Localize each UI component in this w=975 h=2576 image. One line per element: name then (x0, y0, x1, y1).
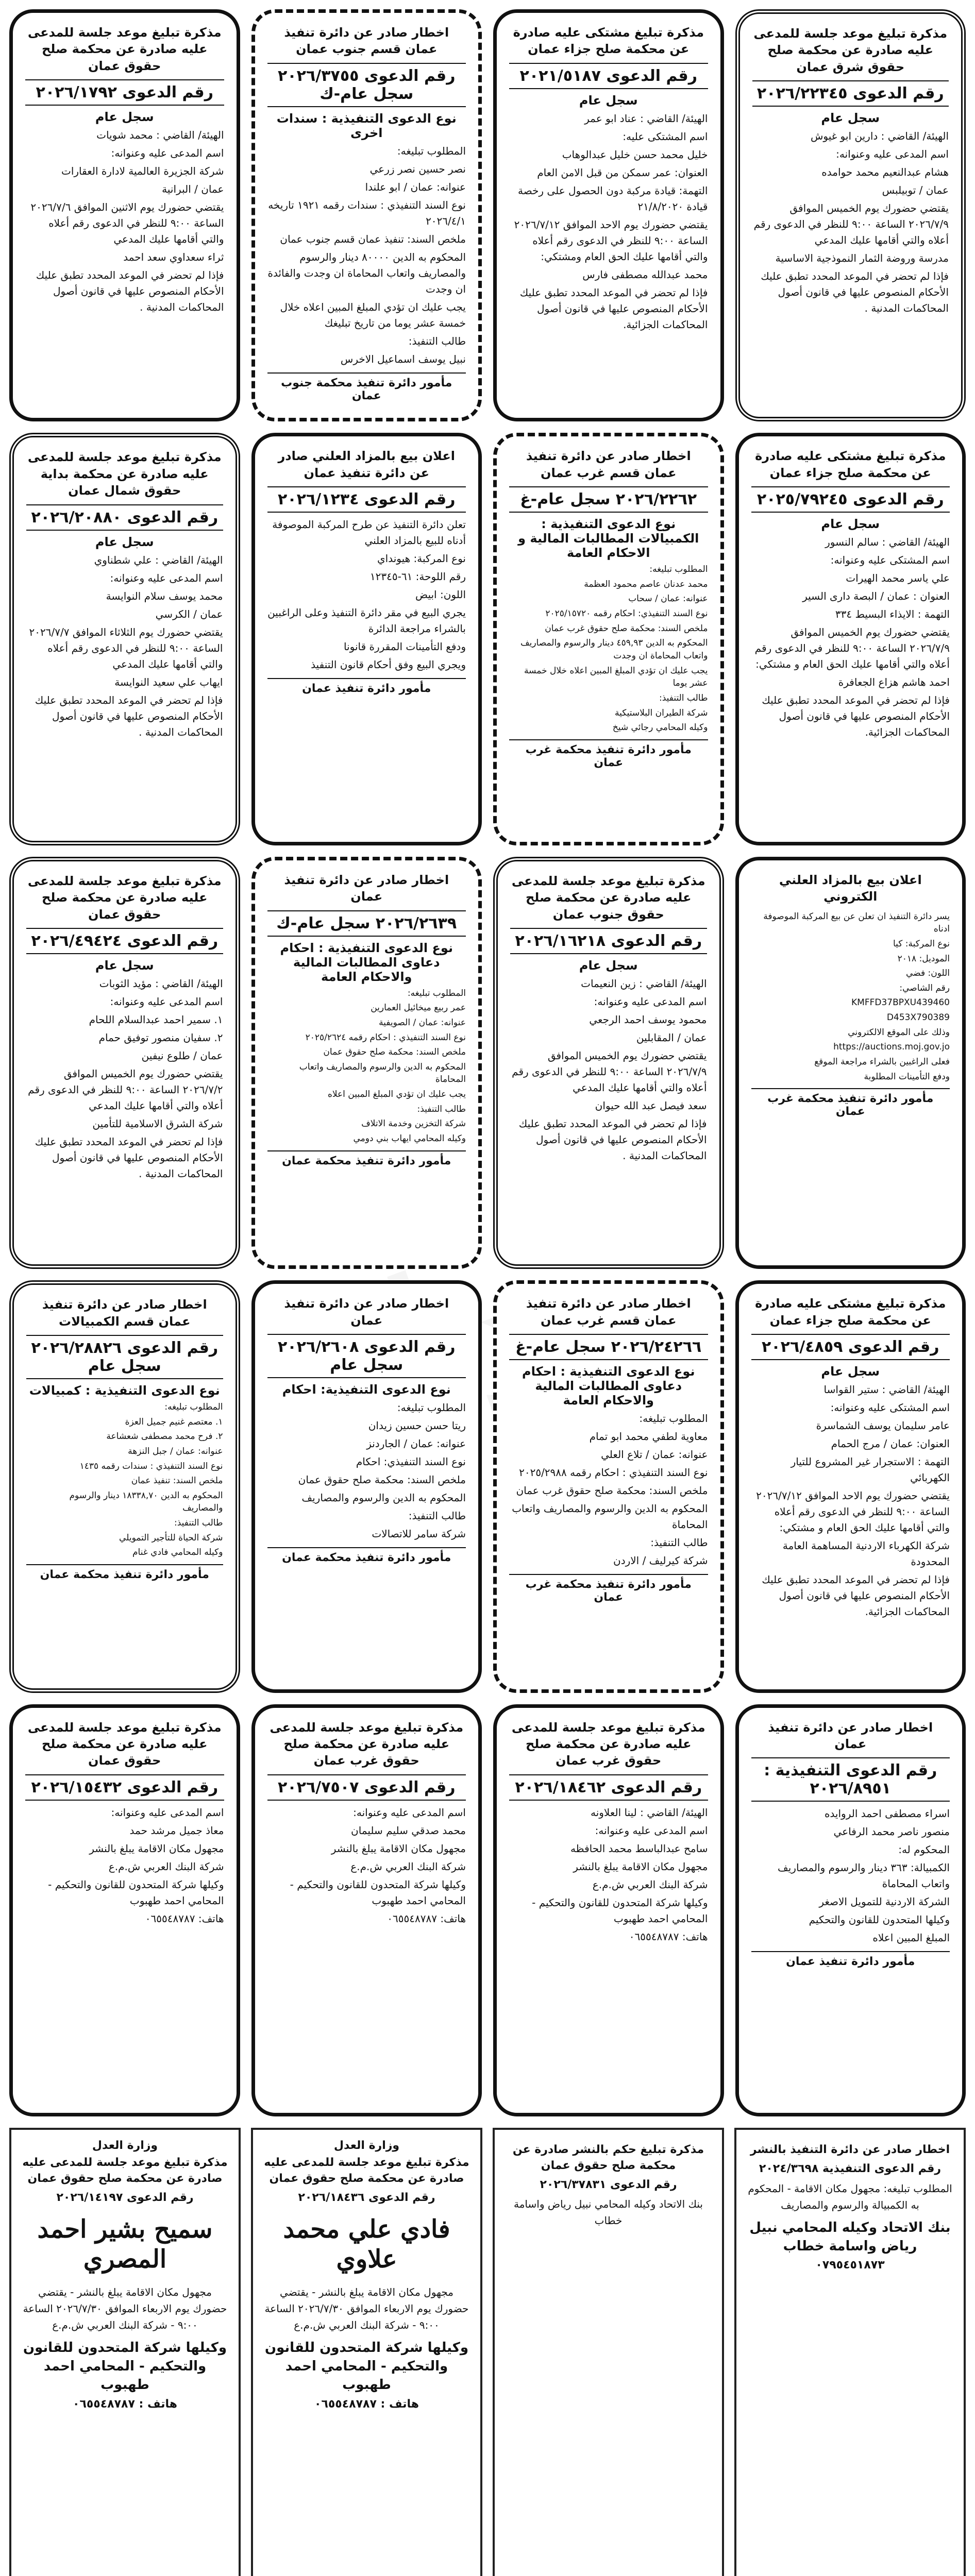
notice-line: المحكوم به الدين ٤٥٩,٩٣ دينار والرسوم والمصاريف واتعاب المحاماة ان وجدت (520, 638, 708, 662)
notice-line: عمان / المقابلين (636, 1031, 707, 1044)
case-number: رقم الدعوى ٢٠٢٦/٢٠٨٨٠ (26, 504, 223, 531)
notice-title: اخطار صادر عن دائرة تنفيذ عمان قسم جنوب عمان (284, 25, 449, 57)
notice-line: الهيئة/ القاضي : عناد ابو عمر (584, 112, 708, 125)
notice-line: العنوان: عمان / مرج الحمام (831, 1437, 950, 1450)
phone-number: هاتف : ٠٦٥٥٤٨٧٨٧ (314, 2397, 419, 2411)
notice-line: نصر حسين نصر زرعي (369, 162, 466, 175)
notice-title: اخطار صادر عن دائرة تنفيذ عمان (284, 872, 449, 904)
notice-line: محمد صدقي سليم سليمان (351, 1824, 466, 1837)
notice-line: اسم المشتكى عليه وعنوانه: (830, 1401, 950, 1414)
notice-footer: مأمور دائرة تنفيذ محكمة جنوب عمان (267, 372, 466, 402)
notice-title: مذكرة تبليغ موعد جلسة للمدعى عليه صادرة عن محكمة صلح حقوق غرب عمان (270, 1720, 464, 1768)
court-notice (735, 1704, 966, 2116)
notice-title: اعلان بيع بالمزاد العلني الكتروني (779, 872, 922, 904)
notice-line: نبيل يوسف اسماعيل الاخرس (340, 352, 466, 365)
notice-line: اسم المدعى عليه وعنوانه: (836, 148, 949, 161)
notice-line: يجري البيع في مقر دائرة التنفيذ وعلى الراغبين بالشراء مراجعة الدائرة (267, 606, 466, 635)
notice-line: المبلغ المبين اعلاه (872, 1931, 950, 1944)
card-text: بنك الاتحاد وكيله المحامي نبيل رياض واسامة خطاب (514, 2198, 703, 2227)
notice-title: مذكرة تبليغ مشتكى عليه صادرة عن محكمة صلح جزاء عمان (755, 1296, 946, 1328)
notice-line: ٢. فرح محمد مصطفى شعشاعة (106, 1431, 223, 1442)
case-number: رقم الدعوى ٢٠٢٦/٤٨٥٩ (751, 1334, 950, 1360)
case-number: رقم الدعوى ٢٠٢٦/١٤١٩٧ (56, 2191, 194, 2204)
notice-line: شركة الحياة للتأجير التمويلي (119, 1532, 223, 1543)
notice-footer: مأمور دائرة تنفيذ محكمة غرب عمان (509, 1574, 708, 1604)
notice-line: الهيئة/ القاضي : زين النعيمات (581, 977, 707, 990)
notice-line: هشام عبدالنعيم محمد حوامده (821, 166, 949, 179)
notice-line: المحكوم به الدين ٨٠٠٠٠ دينار والرسوم والمصاريف واتعاب المحاماة ان وجدت والفائدة ان وجدت (267, 250, 466, 295)
notice-line: خليل محمد حسن خليل عبدالوهاب (562, 148, 708, 161)
notice-line: ثراء سعداوي سعد احمد (123, 251, 224, 264)
notice-line: عمر ربيع ميخائيل العمارين (371, 1003, 466, 1013)
notice-footer: مأمور دائرة تنفيذ محكمة عمان (26, 1564, 223, 1581)
court-notice (9, 433, 240, 845)
phone-number: هاتف : ٠٦٥٥٤٨٧٨٧ (73, 2397, 177, 2411)
notice-title: اخطار صادر عن دائرة تنفيذ عمان قسم الكمبيالات (42, 1297, 207, 1329)
notice-line: طالب التنفيذ: (408, 1509, 466, 1522)
notice-line: اسم المدعى عليه وعنوانه: (353, 1806, 466, 1819)
notice-line: D453X790389 (886, 1012, 950, 1023)
notice-line: عمان / طلوع نيفين (141, 1049, 223, 1062)
notice-line: نوع السند التنفيذي : احكام رقمه ٢٠٢٥/٢٦٢٤ (305, 1032, 466, 1043)
notice-subtitle: نوع الدعوى التنفيذية : احكام دعاوى المطالبات المالية والاحكام العامة (522, 1364, 695, 1408)
notice-line: ودفع التأمينات المطلوبة (864, 1071, 950, 1082)
card-heading: مذكرة تبليغ موعد جلسة للمدعى عليه صادرة عن محكمة صلح حقوق عمان (264, 2156, 469, 2185)
notice-line: الكمبيالة: ٣٦٣ دينار والرسوم والمصاريف واتعاب المحاماة (778, 1861, 950, 1890)
notice-line: فإذا لم تحضر في الموعد المحدد تطبق عليك الأحكام المنصوص عليها في قانون أصول المحاكمات الجزائية. (762, 694, 950, 739)
notice-line: الهيئة/ القاضي : سالم النسور (825, 536, 950, 549)
notice-footer: مأمور دائرة تنفيذ محكمة غرب عمان (751, 1088, 950, 1118)
notice-line: الهيئة/ القاضي : دارين ابو غيوش (810, 130, 949, 143)
notice-subtitle: سجل عام (95, 958, 154, 973)
notice-line: اسراء مصطفى احمد الروايده (824, 1807, 950, 1820)
notice-line: ملخص السند: محكمة صلح حقوق غرب عمان (516, 1484, 708, 1497)
notice-line: شركة سامر للاتصالات (372, 1527, 466, 1540)
notice-line: رقم اللوحة: ٦١-١٢٣٤٥ (369, 570, 466, 583)
notice-line: يجب عليك ان تؤدي المبلغ المبين اعلاه (327, 1089, 466, 1100)
card-heading: مذكرة تبليغ موعد جلسة للمدعى عليه صادرة عن محكمة صلح حقوق عمان (22, 2156, 228, 2185)
notice-line: مدرسة وروضة الثمار النموذجية الاساسية (775, 252, 949, 265)
notice-title: اخطار صادر عن دائرة تنفيذ عمان قسم غرب عمان (526, 1296, 691, 1328)
notice-footer: مأمور دائرة تنفيذ محكمة غرب عمان (509, 739, 708, 769)
notice-line: عمان / توبيلبس (882, 184, 949, 197)
notice-line: معاوية لطفي محمد ابو تمام (589, 1430, 708, 1443)
notice-line: يقتضي حضورك يوم الاثنين الموافق ٢٠٢٦/٧/٦ الساعة ٩:٠٠ للنظر في الدعوى رقم أعلاه والتي أقامها عليك المدعي (30, 201, 224, 246)
bank-notice-card (734, 2128, 966, 2576)
case-number: رقم الدعوى ٢٠٢٥/٧٩٢٤٥ (751, 486, 950, 513)
notice-line: عنوانه: عمان / تلاع العلي (601, 1448, 708, 1461)
notice-line: نوع السند التنفيذي: احكام رقمه ٢٠٢٥/١٥٧٢٠ (545, 608, 708, 619)
notice-line: محمود يوسف احمد الرجعي (589, 1013, 707, 1026)
case-number: رقم الدعوى ٢٠٢٦/١٥٤٣٢ (25, 1774, 224, 1801)
notice-line: العنوان : عمان / البصة دارى السير (802, 590, 950, 603)
notice-line: عنوانه: عمان / جبل النزهة (128, 1446, 223, 1456)
notice-line: يقتضي حضورك يوم الخميس الموافق ٢٠٢٦/٧/٩ الساعة ٩:٠٠ للنظر في الدعوى رقم أعلاه والتي أقامها عليك المدعي (753, 202, 949, 247)
notice-line: اسم المدعى عليه وعنوانه: (594, 995, 707, 1008)
lawyer-name: بنك الاتحاد وكيله المحامي نبيل رياض واسامة خطاب (749, 2219, 951, 2254)
case-number: رقم الدعوى ٢٠٢٦/١٨٤٦٢ (509, 1774, 708, 1801)
notice-line: منصور ناصر محمد الرفاعي (833, 1825, 950, 1838)
case-number: رقم الدعوى التنفيذية ٢٠٢٤/٣٦٩٨ (759, 2162, 942, 2175)
case-number: ٢٠٢٦/٢٤٢٦٦ سجل عام-غ (509, 1334, 708, 1360)
case-number: رقم الدعوى ٢٠٢٦/١٦٢١٨ (510, 928, 707, 954)
court-notice (735, 857, 966, 1269)
defendant-name: سميح بشير احمد المصري (37, 2215, 213, 2274)
notice-line: عنوانه: عمان / سحاب (628, 594, 708, 604)
notice-line: نوع السند التنفيذي: احكام (356, 1455, 466, 1468)
notice-line: المطلوب تبليغه: (164, 1401, 223, 1412)
notice-line: ودفع التأمينات المقررة قانونا (343, 640, 466, 653)
notice-line: سامح عبدالباسط محمد الحافظه (570, 1842, 708, 1855)
notice-line: اسم المدعى عليه وعنوانه: (595, 1824, 708, 1837)
notice-line: احمد هاشم هزاع الجعافرة (838, 676, 950, 689)
bank-notice-card (493, 2128, 724, 2576)
notice-line: فإذا لم تحضر في الموعد المحدد تطبق عليك الأحكام المنصوص عليها في قانون أصول المحاكمات المدنية . (761, 270, 949, 315)
notice-line: فإذا لم تحضر في الموعد المحدد تطبق عليك الأحكام المنصوص عليها في قانون أصول المحاكمات الجزائية. (762, 1573, 950, 1618)
case-number: رقم الدعوى ٢٠٢٦/٣٧٨٣١ (540, 2178, 677, 2191)
cards-grid (9, 2128, 966, 2576)
notice-line: عمان / الكرسي (155, 607, 223, 620)
notice-line: الشركة الاردنية للتمويل الاصغر (819, 1895, 950, 1908)
notice-line: معاذ جميل مرشد حمد (129, 1824, 224, 1837)
notice-line: هاتف: ٠٦٥٥٤٨٧٨٧ (387, 1912, 466, 1925)
notice-line: شركة الكهرباء الاردنية المساهمة العامة المحدودة (782, 1539, 950, 1568)
notice-subtitle: سجل عام (821, 1364, 880, 1379)
notice-line: شركة التخزين وخدمة الاتلاف (361, 1118, 466, 1129)
notice-subtitle: سجل عام (579, 93, 638, 108)
notice-line: يقتضي حضورك يوم الخميس الموافق ٢٠٢٦/٧/٩ الساعة ٩:٠٠ للنظر في الدعوى رقم أعلاه والتي أقامها عليك المدعي (512, 1049, 707, 1094)
notice-line: طالب التنفيذ: (408, 334, 466, 347)
notice-line: مجهول مكان الاقامة يبلغ بالنشر (331, 1842, 466, 1855)
notice-title: مذكرة تبليغ مشتكى عليه صادرة عن محكمة صلح جزاء عمان (513, 25, 704, 57)
notice-title: مذكرة تبليغ موعد جلسة للمدعى عليه صادرة عن محكمة صلح حقوق غرب عمان (511, 1720, 705, 1768)
notice-subtitle: نوع الدعوى التنفيذية: احكام (282, 1382, 451, 1397)
notice-line: الموديل: ٢٠١٨ (897, 953, 950, 964)
notice-line: https://auctions.moj.gov.jo (833, 1042, 950, 1053)
court-notice (251, 857, 482, 1269)
notice-title: مذكرة تبليغ موعد جلسة للمدعى عليه صادرة عن محكمة صلح حقوق عمان (27, 25, 222, 73)
notice-line: يقتضي حضورك يوم الخميس الموافق ٢٠٢٦/٧/٩ الساعة ٩:٠٠ للنظر في الدعوى رقم أعلاه والتي أقامها عليك الحق العام و مشتكي: (754, 626, 950, 671)
case-number: رقم الدعوى ٢٠٢٦/٤٩٤٢٤ (26, 928, 223, 954)
notice-title: مذكرة تبليغ مشتكى عليه صادرة عن محكمة صلح جزاء عمان (755, 449, 946, 480)
notice-line: اسم المدعى عليه وعنوانه: (111, 1806, 224, 1819)
notice-title: اخطار صادر عن دائرة تنفيذ عمان (284, 1296, 449, 1328)
notice-line: يسر دائرة التنفيذ ان تعلن عن بيع المركبة الموصوفة ادناه (763, 911, 950, 935)
notice-line: نوع السند التنفيذي : سندات رقمه ١٤٣٥ (79, 1461, 223, 1471)
notice-footer: مأمور دائرة تنفيذ محكمة عمان (267, 1150, 466, 1167)
notice-line: وكيلها المتحدون للقانون والتحكيم (809, 1913, 950, 1926)
notice-line: يجب عليك ان تؤدي المبلغ المبين اعلاه خلال خمسة عشر يوما (524, 665, 708, 689)
notice-line: وكيلها شركة المتحدون للقانون والتحكيم - المحامي احمد طهبوب (48, 1878, 224, 1907)
notice-line: يجب عليك ان تؤدي المبلغ المبين اعلاه خلال خمسة عشر يوما من تاريخ تبليغك (280, 300, 466, 329)
notice-line: محمد يوسف سلام النوايسة (106, 589, 223, 602)
notice-line: وكيله المحامي ايهاب بني دومي (353, 1133, 466, 1144)
court-notice (251, 9, 482, 421)
ministry-label: وزارة العدل (92, 2139, 158, 2152)
notice-line: طالب التنفيذ: (659, 692, 708, 703)
notice-line: شركة كيرليف / الاردن (613, 1554, 708, 1567)
notice-line: الهيئة/ القاضي : مؤيد الثوبات (99, 977, 223, 990)
case-number: رقم الدعوى ٢٠٢٦/٢٢٣٤٥ (752, 80, 949, 107)
notice-subtitle: سجل عام (95, 534, 154, 549)
notice-line: شركة الشرق الاسلامية للتأمين (92, 1117, 223, 1130)
case-number: ٢٠٢٦/٢٢٦٢ سجل عام-غ (509, 486, 708, 513)
notice-line: التهمة : الايذاء البسيط ٣٣٤ (835, 608, 950, 621)
notice-line: نوع السند التنفيذي : احكام رقمه ٢٠٢٥/٢٩٨٨ (519, 1466, 708, 1479)
notice-line: وكيلها شركة المتحدون للقانون والتحكيم - المحامي احمد طهبوب (532, 1896, 708, 1925)
notice-line: فإذا لم تحضر في الموعد المحدد تطبق عليك الأحكام المنصوص عليها في قانون أصول المحاكمات المدنية . (518, 1117, 707, 1162)
notice-line: هاتف: ٠٦٥٥٤٨٧٨٧ (145, 1912, 224, 1925)
notice-line: ملخص السند: محكمة صلح حقوق عمان (323, 1047, 466, 1058)
notice-line: يقتضي حضورك يوم الخميس الموافق ٢٠٢٦/٧/٢ الساعة ٩:٠٠ للنظر في الدعوى رقم أعلاه والتي أقامها عليك المدعي (28, 1067, 223, 1112)
notice-footer: مأمور دائرة تنفيذ محكمة عمان (267, 1547, 466, 1564)
court-notice (251, 1280, 482, 1692)
court-notice (9, 1704, 240, 2116)
notice-line: اسم المدعى عليه وعنوانه: (110, 571, 223, 584)
notice-line: وذلك على الموقع الالكتروني (848, 1027, 950, 1038)
notice-title: مذكرة تبليغ موعد جلسة للمدعى عليه صادرة عن محكمة صلح حقوق عمان (27, 873, 222, 922)
notice-line: وكيلها شركة المتحدون للقانون والتحكيم - المحامي احمد طهبوب (290, 1878, 466, 1907)
bank-notice-card (9, 2128, 241, 2576)
notice-line: محمد عدنان عاصم محمود العظمة (584, 579, 708, 589)
notice-title: مذكرة تبليغ موعد جلسة للمدعى عليه صادرة عن محكمة صلح حقوق عمان (27, 1720, 222, 1768)
notice-line: علي ياسر محمد الهيرات (846, 572, 950, 585)
notice-line: ويجري البيع وفق أحكام قانون التنفيذ (311, 658, 466, 671)
notice-line: نوع السند التنفيذي : سندات رقمه ١٩٢١ تاريخه ٢٠٢٦/٤/١ (268, 198, 466, 227)
notice-line: ايهاب علي سعيد النوايسة (114, 675, 223, 688)
case-number: رقم الدعوى ٢٠٢٦/٢٨٨٢٦ سجل عام (26, 1335, 223, 1379)
notice-line: اسم المدعى عليه وعنوانه: (110, 995, 223, 1008)
court-notice (9, 857, 240, 1269)
notice-line: شركة البنك العربي ش.م.ع (592, 1878, 708, 1891)
notice-line: يقتضي حضورك يوم الثلاثاء الموافق ٢٠٢٦/٧/٧ الساعة ٩:٠٠ للنظر في الدعوى رقم أعلاه والتي أقامها عليك المدعي (29, 625, 223, 670)
notice-line: محمد عبدالله مصطفى فارس (582, 268, 708, 281)
notice-line: يقتضي حضورك يوم الاحد الموافق ٢٠٢٦/٧/١٢ الساعة ٩:٠٠ للنظر في الدعوى رقم أعلاه والتي أقامها عليك الحق العام ومشتكي: (514, 218, 708, 263)
notice-line: ١. معتصم غنيم جميل العزة (125, 1416, 223, 1427)
notice-line: فإذا لم تحضر في الموعد المحدد تطبق عليك الأحكام المنصوص عليها في قانون أصول المحاكمات المدنية . (35, 1135, 223, 1180)
notice-line: الهيئة/ القاضي : لينا العلاونه (590, 1806, 708, 1819)
notice-line: ملخص السند: تنفيذ عمان قسم جنوب عمان (280, 232, 466, 245)
notice-line: المطلوب تبليغه: (649, 564, 708, 575)
notice-line: عنوانه: عمان / الجاردنز (366, 1437, 466, 1450)
notice-line: اسم المدعى عليه وعنوانه: (111, 147, 224, 160)
notice-line: طالب التنفيذ: (650, 1536, 708, 1549)
notice-subtitle: سجل عام (579, 958, 638, 973)
notice-line: المحكوم به الدين والرسوم والمصاريف واتعاب المحاماة (299, 1061, 466, 1085)
notice-line: المحكوم له: (898, 1843, 950, 1856)
notice-line: سعد فيصل عبد الله حيوان (595, 1099, 707, 1112)
notice-line: ملخص السند: تنفيذ عمان (131, 1476, 223, 1486)
notice-footer: مأمور دائرة تنفيذ عمان (267, 678, 466, 695)
notice-subtitle: سجل عام (821, 517, 880, 532)
notice-line: طالب التنفيذ: (174, 1518, 223, 1529)
notice-line: اللون: ابيض (415, 588, 466, 601)
notice-line: رقم الشاصي: (899, 982, 950, 993)
notice-line: فإذا لم تحضر في الموعد المحدد تطبق عليك الأحكام المنصوص عليها في قانون أصول المحاكمات المدنية . (35, 693, 223, 738)
notice-line: عنوانه: عمان / الصويفية (379, 1017, 466, 1028)
card-text: مجهول مكان الاقامة يبلغ بالنشر - يقتضي حضورك يوم الاربعاء الموافق ٢٠٢٦/٧/٣٠ الساعة ٩:٠٠ - شركة البنك العربي ش.م.ع (264, 2285, 469, 2331)
notice-subtitle: نوع الدعوى التنفيذية : الكمبيالات المطالبات المالية و الاحكام العامة (518, 517, 699, 561)
court-notice (735, 9, 966, 421)
notice-subtitle: سجل عام (95, 110, 154, 125)
lawyer-name: وكيلها شركة المتحدون للقانون والتحكيم - المحامي احمد طهبوب (264, 2340, 469, 2393)
notice-subtitle: نوع الدعوى التنفيذية : كمبيالات (29, 1383, 220, 1398)
card-text: المطلوب تبليغه: مجهول مكان الاقامة - المحكوم به الكمبيالة والرسوم والمصاريف (748, 2182, 952, 2211)
notice-line: اللون: فضي (906, 968, 950, 979)
notice-title: اعلان بيع بالمزاد العلني صادر عن دائرة تنفيذ عمان (278, 449, 456, 480)
notice-line: شركة الطيران البلاستيكية (614, 707, 708, 718)
notice-line: ملخص السند: محكمة صلح حقوق غرب عمان (545, 623, 708, 634)
notice-line: التهمة : الاستجرار غير المشروع للتيار الكهربائي (791, 1455, 950, 1484)
court-notice (493, 857, 724, 1269)
court-notice (493, 1704, 724, 2116)
notice-line: تعلن دائرة التنفيذ عن طرح المركبة الموصوفة أدناه للبيع بالمزاد العلني (272, 518, 466, 547)
notice-title: مذكرة تبليغ موعد جلسة للمدعى عليه صادرة عن محكمة صلح حقوق جنوب عمان (511, 873, 705, 922)
court-notice (493, 1280, 724, 1692)
court-notice (735, 1280, 966, 1692)
notice-line: عمان / البرانية (162, 183, 224, 196)
notice-line: وكيله المحامي رجائي شيخ (612, 722, 708, 733)
card-heading: مذكرة تبليغ حكم بالنشر صادرة عن محكمة صلح حقوق عمان (512, 2143, 704, 2172)
notice-line: شركة البنك العربي ش.م.ع (108, 1860, 224, 1873)
case-number: رقم الدعوى ٢٠٢٦/١٧٩٢ (25, 79, 224, 106)
court-notice (493, 433, 724, 845)
court-notice (251, 433, 482, 845)
case-number: رقم الدعوى ٢٠٢٦/١٢٣٤ (267, 486, 466, 513)
notice-line: شركة البنك العربي ش.م.ع (350, 1860, 466, 1873)
notice-line: نوع المركبة: كيا (893, 938, 950, 949)
notices-grid (9, 9, 966, 2116)
notice-title: اخطار صادر عن دائرة تنفيذ عمان (768, 1720, 933, 1751)
notice-line: المحكوم به الدين والرسوم والمصاريف (301, 1491, 466, 1504)
notice-title: اخطار صادر عن دائرة تنفيذ عمان قسم غرب عمان (526, 449, 691, 480)
notice-line: يقتضي حضورك يوم الاحد الموافق ٢٠٢٦/٧/١٢ الساعة ٩:٠٠ للنظر في الدعوى رقم أعلاه والتي أقامها عليك الحق العام و مشتكي: (756, 1489, 950, 1534)
court-notice (735, 433, 966, 845)
court-notice (251, 1704, 482, 2116)
notice-footer: مأمور دائرة تنفيذ عمان (751, 1951, 950, 1968)
case-number: ٢٠٢٦/٢٦٣٩ سجل عام-ك (267, 910, 466, 937)
notice-subtitle: سجل عام (821, 111, 880, 126)
card-text: مجهول مكان الاقامة يبلغ بالنشر - يقتضي حضورك يوم الاربعاء الموافق ٢٠٢٦/٧/٣٠ الساعة ٩:٠٠ - شركة البنك العربي ش.م.ع (23, 2285, 227, 2331)
court-notice (9, 1280, 240, 1692)
notice-line: المطلوب تبليغه: (639, 1412, 708, 1425)
notice-subtitle: نوع الدعوى التنفيذية : سندات اخرى (276, 111, 457, 140)
notice-line: فإذا لم تحضر في الموعد المحدد تطبق عليك الأحكام المنصوص عليها في قانون أصول المحاكمات الجزائية. (519, 286, 708, 331)
court-notice (9, 9, 240, 421)
notice-line: عامر سليمان يوسف الشماسرة (816, 1419, 950, 1432)
notice-line: شركة الجزيرة العالمية لادارة العقارات (61, 165, 224, 178)
case-number: رقم الدعوى ٢٠٢٦/٧٥٠٧ (267, 1774, 466, 1801)
notice-line: ٢. سفيان منصور توفيق حمام (98, 1031, 223, 1044)
notice-line: طالب التنفيذ: (417, 1104, 466, 1114)
notice-line: نوع المركبة: هيونداي (377, 552, 466, 565)
case-number: رقم الدعوى التنفيذية : ٢٠٢٦/٨٩٥١ (751, 1757, 950, 1802)
notice-subtitle: نوع الدعوى التنفيذية : احكام دعاوى المطالبات المالية والاحكام العامة (280, 940, 453, 984)
notice-line: ١. سمير احمد عبدالسلام اللحام (89, 1013, 223, 1026)
bank-notice-card (251, 2128, 482, 2576)
notice-line: الهيئة/ القاضي : ستير القواسا (823, 1383, 950, 1396)
notice-line: المطلوب تبليغه: (397, 144, 466, 157)
notice-line: المحكوم به الدين ١٨٣٣٨,٧٠ دينار والرسوم والمصاريف (69, 1490, 223, 1514)
case-number: رقم الدعوى ٢٠٢٦/٢٦٠٨ سجل عام (267, 1334, 466, 1378)
lawyer-name: وكيلها شركة المتحدون للقانون والتحكيم - المحامي احمد طهبوب (23, 2340, 227, 2393)
case-number: رقم الدعوى ٢٠٢٦/٣٧٥٥ سجل عام-ك (267, 63, 466, 107)
phone-number: ٠٧٩٥٤٥١٨٧٣ (815, 2259, 885, 2272)
notice-line: التهمة: قيادة مركبة دون الحصول على رخصة قيادة ٢١/٨/٢٠٢٠ (517, 184, 708, 213)
notice-line: الهيئة/ القاضي : علي شطناوي (94, 553, 223, 566)
notice-line: فعلى الراغبين بالشراء مراجعة الموقع (814, 1056, 950, 1067)
notice-line: KMFFD37BPXU439460 (851, 997, 950, 1008)
notice-line: العنوان: عمر سمكن من قبل الامن العام (537, 166, 708, 179)
case-number: رقم الدعوى ٢٠٢١/٥١٨٧ (509, 63, 708, 89)
ministry-label: وزارة العدل (333, 2139, 400, 2152)
notice-line: مجهول مكان الاقامة يبلغ بالنشر (89, 1842, 224, 1855)
notice-line: ريتا حسن حسين زيدان (368, 1419, 466, 1432)
notice-line: اسم المشتكى عليه: (623, 130, 708, 143)
notice-line: اسم المشتكى عليه وعنوانه: (830, 554, 950, 567)
notice-line: الهيئة/ القاضي : محمد شويات (96, 129, 224, 142)
notice-line: هاتف: ٠٦٥٥٤٨٧٨٧ (629, 1930, 708, 1943)
notice-line: وكيله المحامي فادي غنام (132, 1547, 223, 1558)
notice-line: ملخص السند: محكمة صلح حقوق عمان (298, 1473, 466, 1486)
notice-title: مذكرة تبليغ موعد جلسة للمدعى عليه صادرة عن محكمة صلح حقوق شرق عمان (753, 26, 948, 74)
court-notice (493, 9, 724, 421)
defendant-name: فادي علي محمد علاوي (283, 2215, 450, 2274)
notice-line: المحكوم به الدين والرسوم والمصاريف واتعاب المحاماة (512, 1502, 708, 1531)
notice-line: مجهول مكان الاقامة يبلغ بالنشر (573, 1860, 708, 1873)
case-number: رقم الدعوى ٢٠٢٦/١٨٤٣٦ (298, 2191, 435, 2204)
card-heading: اخطار صادر عن دائرة التنفيذ بالنشر (750, 2143, 950, 2156)
notice-line: المطلوب تبليغه: (407, 988, 466, 998)
notice-line: فإذا لم تحضر في الموعد المحدد تطبق عليك الأحكام المنصوص عليها في قانون أصول المحاكمات المدنية . (36, 269, 224, 314)
notice-line: المطلوب تبليغه: (397, 1401, 466, 1414)
notice-title: مذكرة تبليغ موعد جلسة للمدعى عليه صادرة عن محكمة بداية حقوق شمال عمان (27, 450, 222, 498)
notice-line: عنوانه: عمان / ابو علندا (365, 180, 466, 193)
